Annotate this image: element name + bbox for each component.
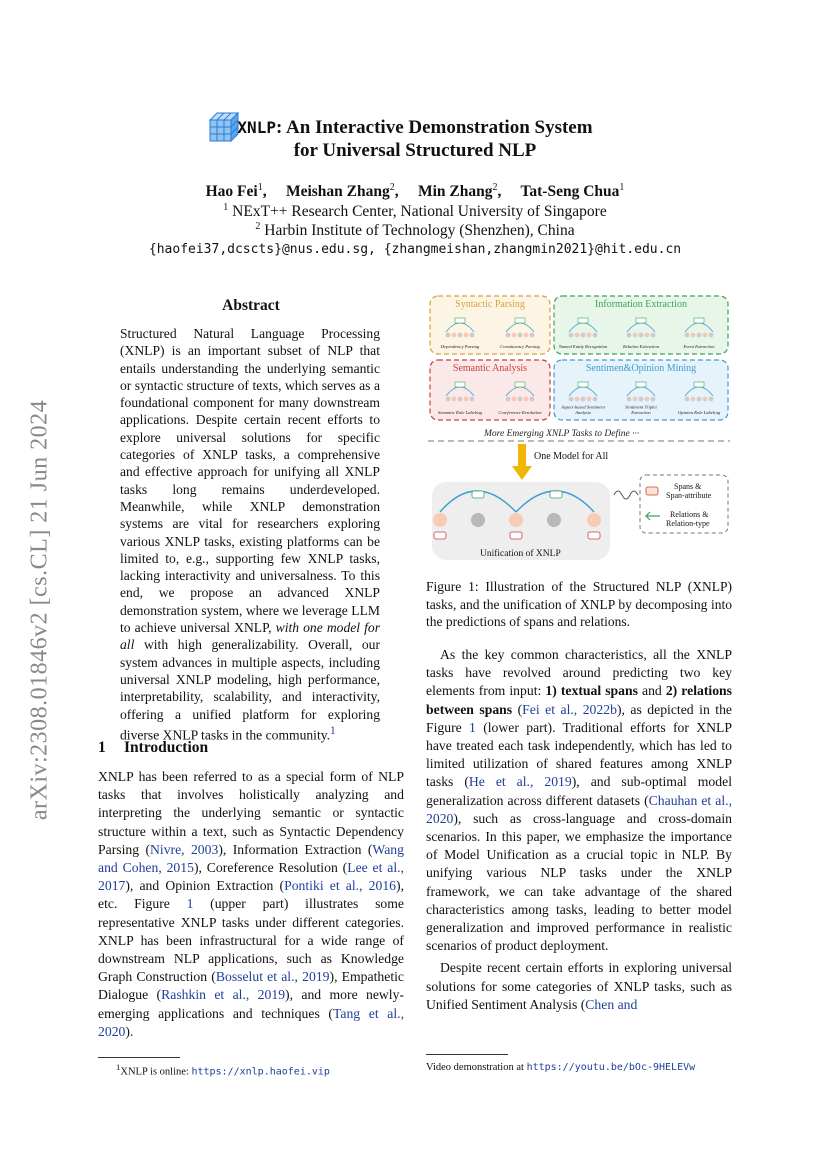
- text-run: ), etc. Figure: [98, 878, 404, 912]
- footnote-link[interactable]: https://xnlp.haofei.vip: [191, 1066, 330, 1078]
- text-run: ).: [125, 1023, 134, 1039]
- down-arrow: [518, 444, 526, 466]
- footnote-text: Video demonstration at: [426, 1062, 527, 1073]
- task-label: Opinion Role Labeling: [677, 410, 721, 415]
- author-name: Min Zhang: [417, 183, 493, 201]
- task-label: Aspect-based Sentiment: [561, 404, 605, 410]
- footnote-text: XNLP is online:: [120, 1066, 192, 1078]
- abstract-italic: with one model for all: [120, 620, 380, 653]
- author-name: Meishan Zhang: [285, 183, 390, 201]
- citation-link[interactable]: Rashkin et al., 2019: [161, 987, 286, 1003]
- citation-link[interactable]: Fei et al., 2022b: [522, 701, 617, 717]
- legend-relations-2: Relation-type: [666, 519, 710, 528]
- citation-link[interactable]: Tang et al., 2020: [98, 1005, 404, 1039]
- task-label: Coreference Resolution: [498, 410, 542, 415]
- text-run: As the key common characteristics, all the XNLP tasks have revolved around predicting two key elements from input:: [426, 647, 732, 699]
- down-arrow-head: [512, 466, 532, 480]
- title-xnlp: XNLP: [237, 118, 276, 137]
- text-run: (upper part) illustrates some representative XNLP tasks under different categories. XNLP has been infrastructural for a wide range of downstream NLP applications, such as Knowledge Graph Construction (: [98, 896, 404, 985]
- text-run: (lower part). Traditional efforts for XNLP have treated each task independently, which has led to limited utilization of shared features among XNLP tasks (: [426, 719, 732, 790]
- citation-link[interactable]: Nivre, 2003: [150, 841, 219, 857]
- author-list: Hao Fei$^1$, Meishan Zhang$^2$, Min Zhang$^2$, Tat-Seng Chua$^1$: [205, 182, 625, 201]
- section-number: 1: [98, 739, 106, 756]
- task-category-title: Semantic Analysis: [452, 363, 528, 374]
- affiliation-2: [100, 221, 730, 240]
- task-label: Relation Extraction: [622, 344, 660, 349]
- squiggle-icon: [614, 491, 638, 499]
- text-run: ), and more newly-emerging applications and techniques (: [98, 987, 405, 1021]
- arxiv-id-text: arXiv:2308.01846v2 [cs.CL] 21 Jun 2024: [26, 399, 53, 821]
- task-category-title: Syntactic Parsing: [455, 299, 525, 310]
- figure-1-caption: Figure 1: Illustration of the Structured NLP (XNLP) tasks, and the unification of XNLP by decomposing into the predictions of spans and relations.: [426, 579, 732, 629]
- task-label: Named Entity Recognition: [558, 344, 608, 349]
- span-node: [547, 513, 561, 527]
- footnote-mark[interactable]: 1: [330, 724, 336, 737]
- task-category-box: [554, 296, 728, 354]
- task-category-box: [430, 360, 550, 420]
- abstract-text: Structured Natural Language Processing (XNLP) is an important subset of NLP that entails understanding the underlying semantic or syntactic structure of texts, which serves as a foundational component for many downstream applications. Despite certain recent efforts to explore universal solutions for specific categories of XNLP tasks, a comprehensive and effective approach for unifying all XNLP tasks long remains underdeveloped. Meanwhile, while XNLP demonstration systems are vital for researchers exploring various XNLP tasks, existing platforms can be limited to, e.g., supporting few XNLP tasks, lacking interactivity and universalness. To this end, we propose an advanced XNLP demonstration system, where we leverage LLM to achieve universal XNLP,: [120, 326, 380, 636]
- paragraph: [426, 959, 732, 1014]
- text-run: ), as depicted in the Figure: [426, 701, 732, 735]
- footnote-number: 1: [116, 1062, 121, 1072]
- title-line1: : An Interactive Demonstration System: [275, 117, 593, 138]
- section-heading-introduction: [98, 739, 208, 757]
- footnote-link[interactable]: https://youtu.be/bOc-9HELEVw: [526, 1062, 696, 1073]
- citation-link[interactable]: He et al., 2019: [468, 774, 572, 790]
- affiliation-text: NExT++ Research Center, National University of Singapore: [232, 203, 607, 221]
- text-run: (: [512, 701, 523, 717]
- legend-spans-2: Span-attribute: [666, 491, 712, 500]
- footnote-rule: [98, 1057, 180, 1058]
- arxiv-identifier: [18, 370, 62, 850]
- author-affiliation-mark: 1: [257, 182, 263, 193]
- span-node: [471, 513, 485, 527]
- author-emails: {haofei37,dcscts}@nus.edu.sg, {zhangmeishan,zhangmin2021}@hit.edu.cn: [148, 242, 682, 257]
- citation-link[interactable]: Wang and Cohen, 2015: [98, 841, 404, 876]
- unification-label: Unification of XNLP: [480, 549, 561, 559]
- title-line2: for Universal Structured NLP: [293, 140, 537, 161]
- span-node: [587, 513, 601, 527]
- paper-title: [150, 116, 680, 162]
- affiliation-number: 1: [223, 202, 229, 213]
- author-affiliation-mark: 2: [389, 182, 395, 193]
- task-label: Semantic Role Labeling: [438, 410, 482, 415]
- span-node: [433, 513, 447, 527]
- intro-paragraph-1: [98, 768, 404, 1041]
- text-run: ), Information Extraction (: [218, 841, 373, 857]
- author-affiliation-mark: 2: [492, 182, 498, 193]
- affiliation-number: 2: [255, 221, 261, 232]
- citation-link[interactable]: Lee et al., 2017: [98, 860, 404, 894]
- task-label: Sentiment Triplet: [625, 404, 657, 410]
- text-run: and: [637, 683, 666, 699]
- author-affiliation-mark: 1: [619, 182, 625, 193]
- text-run: Despite recent certain efforts in exploring universal solutions for some categories of XNLP tasks, such as Unified Sentiment Analysis (: [426, 960, 732, 1012]
- relation-type-tag: [472, 491, 484, 498]
- citation-link[interactable]: Bosselut et al., 2019: [215, 969, 330, 985]
- task-category-box: [554, 360, 728, 420]
- affiliation-1: [100, 202, 730, 221]
- paragraph: [426, 646, 732, 955]
- more-tasks-label: More Emerging XNLP Tasks to Define ···: [484, 429, 640, 439]
- bold-text: 1) textual spans: [545, 683, 638, 699]
- task-label: Analysis: [575, 410, 591, 415]
- author-name: Tat-Seng Chua: [520, 183, 620, 201]
- task-category-title: Sentimen&Opinion Mining: [585, 363, 697, 374]
- task-category-box: [430, 296, 550, 354]
- span-legend-icon: [646, 487, 658, 495]
- task-category-title: Information Extraction: [595, 299, 687, 310]
- footnote-right: [426, 1062, 695, 1073]
- text-run: ), Empathetic Dialogue (: [98, 969, 405, 1003]
- span-attribute-tag: [510, 532, 522, 539]
- task-label: Event Extraction: [683, 344, 715, 349]
- task-label: Extraction: [631, 410, 651, 415]
- author-name: Hao Fei: [205, 183, 258, 201]
- span-attribute-tag: [434, 532, 446, 539]
- text-run: XNLP has been referred to as a special form of NLP tasks that involves holistically analyzing and interpreting the underlying semantic or syntactic structure within a text, such as Syntactic Dependency Parsing (: [98, 769, 404, 857]
- legend-relations-1: Relations &: [670, 510, 709, 519]
- figure-1: [426, 290, 732, 570]
- citation-link[interactable]: Chauhan et al., 2020: [426, 792, 732, 826]
- text-run: ), such as cross-language and cross-domain scenarios. In this paper, we emphasize the importance of Model Unification as a crucial topic in NLP. By unifying various NLP tasks under the XNLP framework, we can take advantage of the shared characteristics among tasks, leading to better model generalization and improved performance in realistic scenarios of product deployment.: [426, 810, 732, 954]
- citation-link[interactable]: 1: [469, 719, 476, 735]
- citation-link[interactable]: 1: [186, 896, 194, 912]
- text-run: ), and sub-optimal model generalization across different datasets (: [426, 774, 732, 808]
- section-title: Introduction: [124, 739, 209, 756]
- intro-right-column: [426, 646, 732, 1014]
- relation-legend-icon: [646, 512, 660, 520]
- abstract-body: [120, 325, 380, 744]
- one-model-label: One Model for All: [534, 451, 609, 462]
- paragraph: [98, 768, 404, 1041]
- text-run: ), Coreference Resolution (: [193, 860, 348, 876]
- affiliation-text: Harbin Institute of Technology (Shenzhen), China: [264, 222, 575, 240]
- footnote-rule: [426, 1054, 508, 1055]
- footnote-left: [116, 1062, 330, 1078]
- legend-spans-1: Spans &: [674, 482, 702, 491]
- span-attribute-tag: [588, 532, 600, 539]
- abstract-heading: Abstract: [222, 297, 280, 314]
- citation-link[interactable]: Pontiki et al., 2016: [284, 878, 397, 894]
- text-run: ), and Opinion Extraction (: [125, 878, 285, 894]
- span-node: [509, 513, 523, 527]
- citation-link[interactable]: Chen and: [585, 996, 638, 1012]
- relation-type-tag: [550, 491, 562, 498]
- abstract-text-end: with high generalizability. Overall, our system advances in multiple aspects, including universal XNLP modeling, high performance, interpretability, scalability, and interactivity, offering a unified platform for exploring diverse XNLP tasks in the community.: [120, 637, 380, 743]
- task-label: Dependency Parsing: [440, 344, 480, 349]
- bold-text: 2) relations between spans: [426, 683, 732, 717]
- task-label: Constituency Parsing: [500, 344, 540, 349]
